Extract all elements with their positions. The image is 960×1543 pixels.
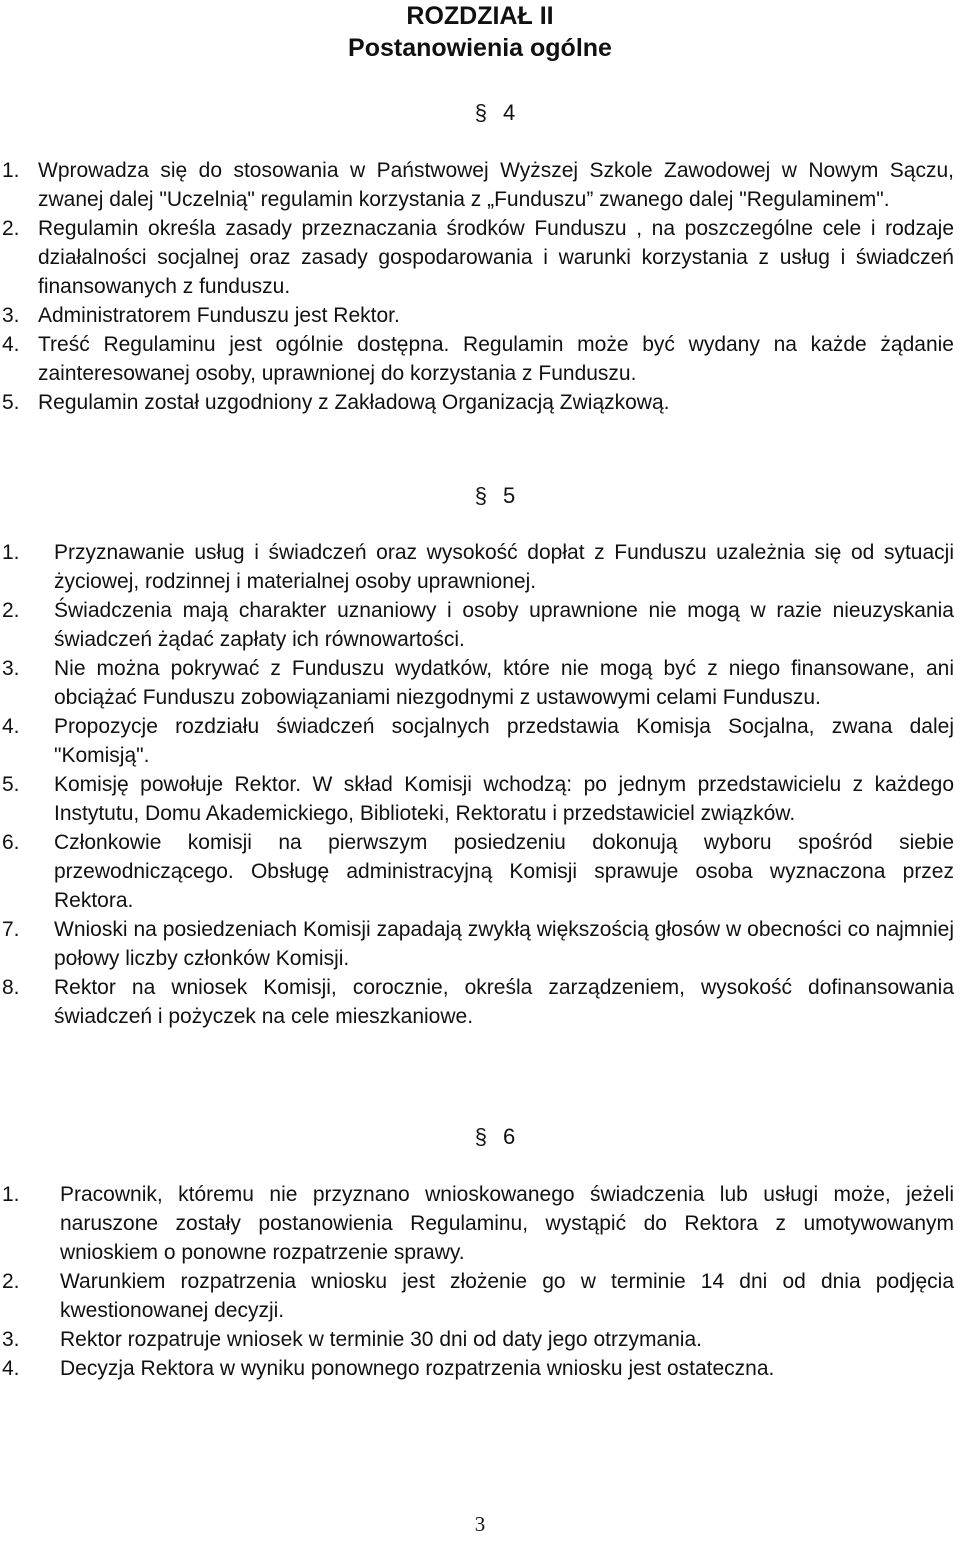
list-item: 2. Świadczenia mają charakter uznaniowy i osoby uprawnione nie mogą w razie nieuzyskania świadczeń żądać zapłaty ich równowartości.: [2, 599, 954, 651]
section-number: 4: [503, 100, 516, 125]
list-item: 4. Treść Regulaminu jest ogólnie dostępna. Regulamin może być wydany na każde żądanie zainteresowanej osoby, uprawnionej do korzystania z Funduszu.: [2, 333, 954, 385]
list-item: 8. Rektor na wniosek Komisji, corocznie, określa zarządzeniem, wysokość dofinansowania świadczeń i pożyczek na cele mieszkaniowe.: [2, 976, 954, 1028]
section-sign: §: [474, 1124, 487, 1149]
section-6-heading: [0, 1122, 960, 1151]
section-sign: §: [474, 100, 487, 125]
list-item: 4. Propozycje rozdziału świadczeń socjalnych przedstawia Komisja Socjalna, zwana dalej "Komisją".: [2, 715, 954, 767]
section-4-heading: [0, 98, 960, 127]
section-6-list: [0, 1180, 954, 1383]
list-item: 5. Komisję powołuje Rektor. W skład Komisji wchodzą: po jednym przedstawicielu z każdego Instytutu, Domu Akademickiego, Biblioteki, Rektoratu i przedstawiciel związków.: [2, 773, 954, 825]
list-item: 3. Rektor rozpatruje wniosek w terminie 30 dni od daty jego otrzymania.: [2, 1328, 702, 1351]
list-item: 1. Przyznawanie usług i świadczeń oraz wysokość dopłat z Funduszu uzależnia się od sytuacji życiowej, rodzinnej i materialnej osoby uprawnionej.: [2, 541, 954, 593]
list-item: 2. Warunkiem rozpatrzenia wniosku jest złożenie go w terminie 14 dni od dnia podjęcia kwestionowanej decyzji.: [2, 1270, 954, 1322]
list-item: 3. Administratorem Funduszu jest Rektor.: [2, 304, 400, 327]
section-4-list: [0, 156, 954, 417]
section-5-heading: [0, 481, 960, 510]
list-item: 1. Pracownik, któremu nie przyznano wnioskowanego świadczenia lub usługi może, jeżeli naruszone zostały postanowienia Regulaminu, wystąpić do Rektora z umotywowanym wnioskiem o ponowne rozpatrzenie sprawy.: [2, 1183, 954, 1264]
chapter-heading: [0, 0, 960, 64]
list-item: 2. Regulamin określa zasady przeznaczania środków Funduszu , na poszczególne cele i rodzaje działalności socjalnej oraz zasady gospodarowania i warunki korzystania z usług i świadczeń finansowanych z funduszu.: [2, 217, 954, 298]
section-number: 5: [503, 483, 516, 508]
list-item: 1. Wprowadza się do stosowania w Państwowej Wyższej Szkole Zawodowej w Nowym Sączu, zwanej dalej "Uczelnią" regulamin korzystania z „Funduszu” zwanego dalej "Regulaminem".: [2, 159, 954, 211]
list-item: 5. Regulamin został uzgodniony z Zakładową Organizacją Związkową.: [2, 391, 670, 414]
list-item: 6. Członkowie komisji na pierwszym posiedzeniu dokonują wyboru spośród siebie przewodniczącego. Obsługę administracyjną Komisji sprawuje osoba wyznaczona przez Rektora.: [2, 831, 954, 912]
section-number: 6: [503, 1124, 516, 1149]
section-sign: §: [474, 483, 487, 508]
list-item: 7. Wnioski na posiedzeniach Komisji zapadają zwykłą większością głosów w obecności co najmniej połowy liczby członków Komisji.: [2, 918, 954, 970]
section-5-list: [0, 538, 954, 1031]
chapter-subtitle: Postanowienia ogólne: [348, 34, 612, 62]
list-item: 4. Decyzja Rektora w wyniku ponownego rozpatrzenia wniosku jest ostateczna.: [2, 1357, 775, 1380]
list-item: 3. Nie można pokrywać z Funduszu wydatków, które nie mogą być z niego finansowane, ani obciążać Funduszu zobowiązaniami niezgodnymi z ustawowymi celami Funduszu.: [2, 657, 954, 709]
page-number: 3: [474, 1512, 486, 1536]
chapter-title: ROZDZIAŁ II: [406, 2, 554, 30]
